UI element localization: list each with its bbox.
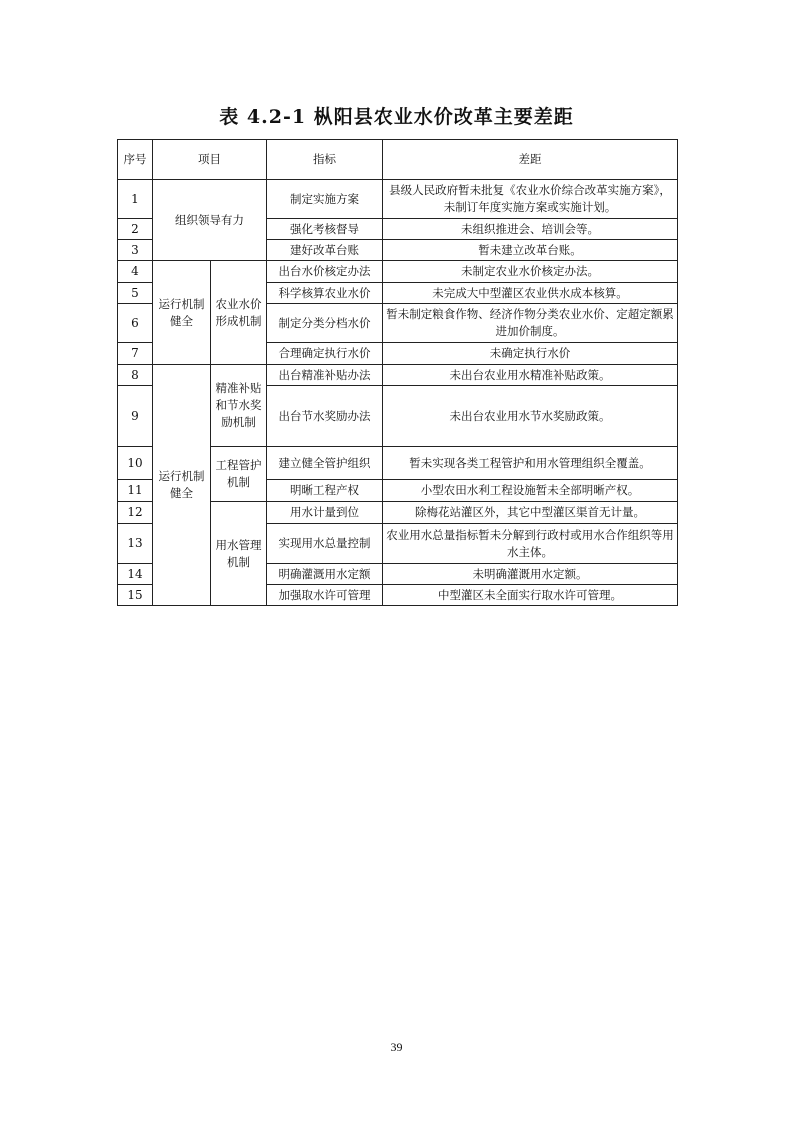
row-number: 3 (118, 240, 153, 261)
row-gap: 未确定执行水价 (383, 343, 678, 365)
row-number: 12 (118, 502, 153, 524)
gap-table (117, 139, 678, 606)
row-gap: 未明确灌溉用水定额。 (383, 564, 678, 585)
row-indicator: 用水计量到位 (267, 502, 383, 524)
group-organization: 组织领导有力 (153, 180, 267, 261)
row-gap: 未组织推进会、培训会等。 (383, 219, 678, 240)
row-gap: 除梅花站灌区外，其它中型灌区渠首无计量。 (383, 502, 678, 524)
row-indicator: 合理确定执行水价 (267, 343, 383, 365)
header-indicator: 指标 (267, 140, 383, 180)
row-gap: 暂未制定粮食作物、经济作物分类农业水价、定超定额累进加价制度。 (383, 304, 678, 343)
row-number: 4 (118, 261, 153, 283)
header-gap: 差距 (383, 140, 678, 180)
row-indicator: 制定实施方案 (267, 180, 383, 219)
row-indicator: 明晰工程产权 (267, 480, 383, 502)
row-number: 14 (118, 564, 153, 585)
header-seq: 序号 (118, 140, 153, 180)
row-indicator: 出台精准补贴办法 (267, 365, 383, 386)
table-row (118, 261, 678, 283)
row-gap: 未制定农业水价核定办法。 (383, 261, 678, 283)
group-operation-1: 运行机制健全 (153, 261, 211, 365)
row-number: 7 (118, 343, 153, 365)
row-gap: 未出台农业用水节水奖励政策。 (383, 386, 678, 447)
row-indicator: 强化考核督导 (267, 219, 383, 240)
row-gap: 暂未建立改革台账。 (383, 240, 678, 261)
row-gap: 中型灌区未全面实行取水许可管理。 (383, 585, 678, 606)
row-number: 2 (118, 219, 153, 240)
row-indicator: 出台水价核定办法 (267, 261, 383, 283)
row-number: 8 (118, 365, 153, 386)
subgroup-subsidy: 精准补贴和节水奖励机制 (211, 365, 267, 447)
subgroup-maintenance: 工程管护机制 (211, 447, 267, 502)
group-operation-2: 运行机制健全 (153, 365, 211, 606)
row-gap: 暂未实现各类工程管护和用水管理组织全覆盖。 (383, 447, 678, 480)
row-number: 5 (118, 283, 153, 304)
row-indicator: 科学核算农业水价 (267, 283, 383, 304)
row-indicator: 加强取水许可管理 (267, 585, 383, 606)
row-number: 15 (118, 585, 153, 606)
table-title: 表 4.2-1 枞阳县农业水价改革主要差距 (219, 106, 574, 128)
header-row (118, 140, 678, 180)
row-number: 6 (118, 304, 153, 343)
row-number: 9 (118, 386, 153, 447)
row-number: 13 (118, 524, 153, 564)
row-indicator: 明确灌溉用水定额 (267, 564, 383, 585)
row-gap: 小型农田水利工程设施暂未全部明晰产权。 (383, 480, 678, 502)
row-gap: 县级人民政府暂未批复《农业水价综合改革实施方案》，未制订年度实施方案或实施计划。 (383, 180, 678, 219)
row-number: 10 (118, 447, 153, 480)
table-row (118, 180, 678, 219)
row-gap: 农业用水总量指标暂未分解到行政村或用水合作组织等用水主体。 (383, 524, 678, 564)
row-gap: 未完成大中型灌区农业供水成本核算。 (383, 283, 678, 304)
row-gap: 未出台农业用水精准补贴政策。 (383, 365, 678, 386)
table-row (118, 365, 678, 386)
row-indicator: 建好改革台账 (267, 240, 383, 261)
row-indicator: 实现用水总量控制 (267, 524, 383, 564)
row-number: 11 (118, 480, 153, 502)
row-indicator: 出台节水奖励办法 (267, 386, 383, 447)
subgroup-water-price: 农业水价形成机制 (211, 261, 267, 365)
page-number: 39 (390, 1040, 403, 1054)
row-number: 1 (118, 180, 153, 219)
row-indicator: 制定分类分档水价 (267, 304, 383, 343)
header-item: 项目 (153, 140, 267, 180)
subgroup-water-use: 用水管理机制 (211, 502, 267, 606)
row-indicator: 建立健全管护组织 (267, 447, 383, 480)
